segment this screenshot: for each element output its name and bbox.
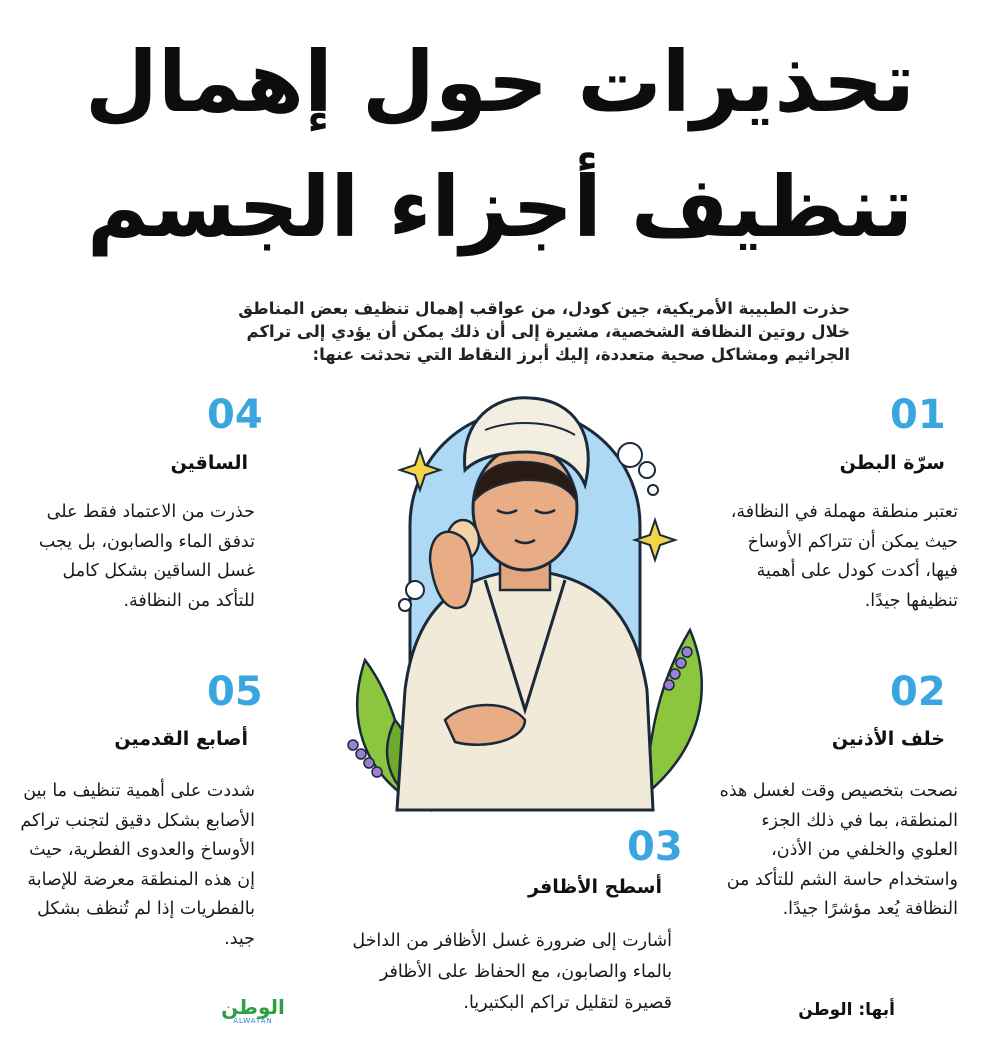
item-text-toes: شددت على أهمية تنظيف ما بين الأصابع بشكل دقيق لتجنب تراكم الأوساخ والعدوى الفطرية، حيث إن هذه المنطقة معرضة للإصابة بالفطريات إذا لم تُنظف بشكل جيد. [20, 781, 255, 949]
item-heading-legs: الساقين [170, 452, 248, 474]
logo-subtext: ALWATAN [233, 1017, 273, 1025]
logo-text: الوطن [221, 995, 285, 1019]
alwatan-logo [218, 997, 288, 1027]
item-text-nails: أشارت إلى ضرورة غسل الأظافر من الداخل بالماء والصابون، مع الحفاظ على الأظافر قصيرة لتقليل تراكم البكتيريا. [352, 931, 672, 1014]
credit-line: أبها: الوطن [798, 1000, 895, 1020]
item-heading-behind-ears: خلف الأذنين [831, 728, 945, 750]
page-title-line-1: تحذيرات حول إهمال [85, 33, 915, 131]
page-title-line-2: تنظيف أجزاء الجسم [86, 158, 913, 256]
item-text-belly-button: تعتبر منطقة مهملة في النظافة، حيث يمكن أن تتراكم الأوساخ فيها، أكدت كودل على أهمية تنظيفها جيدًا. [730, 502, 958, 611]
item-number-02: 02 [890, 669, 946, 715]
item-heading-nails: أسطح الأظافر [528, 876, 662, 898]
item-text-legs: حذرت من الاعتماد فقط على تدفق الماء والصابون، بل يجب غسل الساقين بشكل كامل للتأكد من النظافة. [38, 502, 255, 611]
intro-paragraph: حذرت الطبيبة الأمريكية، جين كودل، من عواقب إهمال تنظيف بعض المناطق خلال روتين النظافة الشخصية، مشيرة إلى أن ذلك يمكن أن يؤدي إلى تراكم الجراثيم ومشاكل صحية متعددة، إليك أبرز النقاط التي تحدثت عنها: [238, 299, 850, 364]
item-number-05: 05 [207, 669, 263, 715]
item-heading-belly-button: سرّة البطن [839, 452, 945, 474]
item-text-behind-ears: نصحت بتخصيص وقت لغسل هذه المنطقة، بما في ذلك الجزء العلوي والخلفي من الأذن، واستخدام حاسة الشم للتأكد من النظافة يُعد مؤشرًا جيدًا. [719, 781, 958, 920]
item-heading-toes: أصابع القدمين [114, 728, 248, 750]
item-number-01: 01 [890, 392, 946, 438]
leaf-right-icon [645, 630, 702, 795]
woman-washing-face-illustration [335, 390, 715, 830]
item-number-03: 03 [627, 824, 683, 870]
item-number-04: 04 [207, 392, 263, 438]
